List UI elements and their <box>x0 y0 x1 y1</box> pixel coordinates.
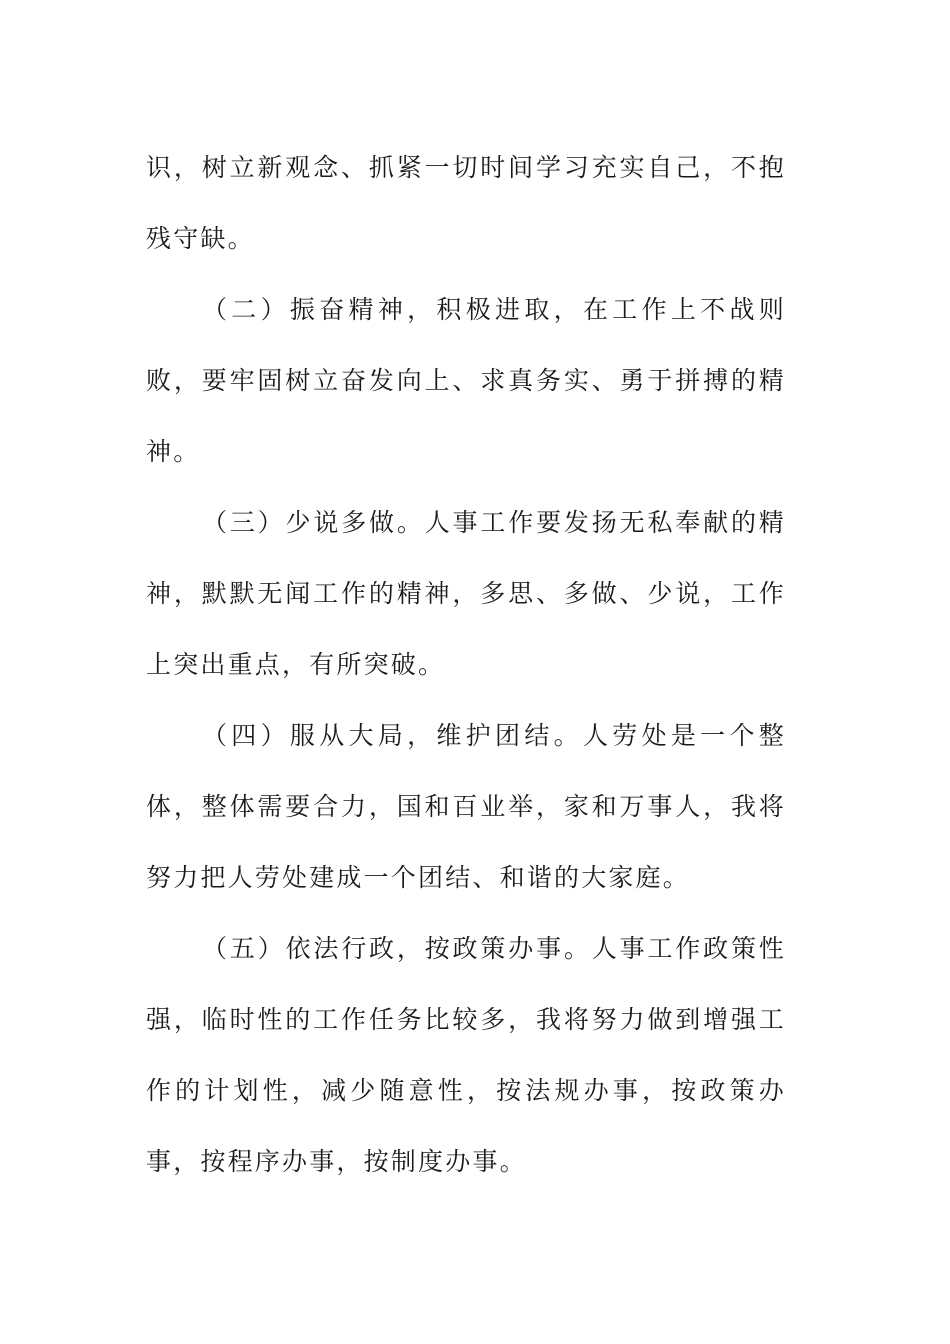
paragraph-item-3: （三）少说多做。人事工作要发扬无私奉献的精神，默默无闻工作的精神，多思、多做、少说，工作上突出重点，有所突破。 <box>146 508 786 679</box>
document-body <box>146 132 786 1197</box>
paragraph-item-5: （五）依法行政，按政策办事。人事工作政策性强，临时性的工作任务比较多，我将努力做到增强工作的计划性，减少随意性，按法规办事，按政策办事，按程序办事，按制度办事。 <box>146 934 786 1176</box>
paragraph-continuation: 识，树立新观念、抓紧一切时间学习充实自己，不抱残守缺。 <box>146 153 786 253</box>
paragraph-item-4: （四）服从大局，维护团结。人劳处是一个整体，整体需要合力，国和百业举，家和万事人，我将努力把人劳处建成一个团结、和谐的大家庭。 <box>146 721 786 892</box>
paragraph-item-2: （二）振奋精神，积极进取，在工作上不战则败，要牢固树立奋发向上、求真务实、勇于拼搏的精神。 <box>146 295 786 466</box>
